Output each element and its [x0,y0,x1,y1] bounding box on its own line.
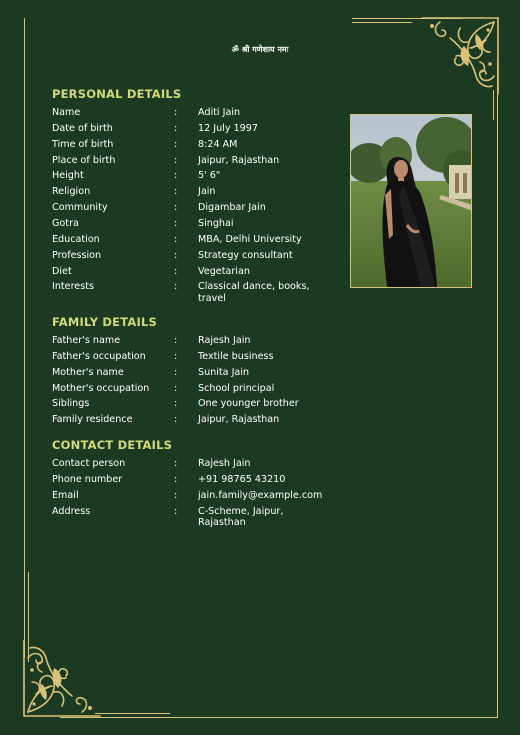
detail-value: Jain [198,186,216,198]
detail-value: 5' 6" [198,170,221,182]
detail-separator: : [174,505,178,517]
detail-row-family [52,383,352,399]
detail-separator: : [174,107,178,118]
detail-separator: : [174,366,178,378]
detail-label: Date of birth [52,122,113,134]
detail-label: Community [52,202,108,214]
detail-row-contact [52,490,352,506]
detail-label: Gotra [52,217,79,229]
detail-separator: : [174,138,178,150]
detail-label: Diet [52,265,72,277]
detail-separator: : [174,382,178,394]
detail-row-family [52,398,352,414]
detail-label: Phone number [52,473,123,485]
detail-separator: : [174,473,178,485]
detail-value: Sunita Jain [198,366,250,378]
detail-row-personal [52,139,352,155]
detail-separator: : [174,398,178,410]
detail-separator: : [174,265,178,277]
detail-label: Place of birth [52,154,116,166]
detail-separator: : [174,489,178,501]
profile-photo [350,114,472,288]
invocation-text: ॐ श्री गणेशाय नमः [231,45,289,54]
detail-label: Siblings [52,398,90,410]
detail-row-personal [52,186,352,202]
detail-label: Father's occupation [52,350,146,362]
detail-value: 8:24 AM [198,138,238,150]
detail-label: Email [52,489,79,501]
detail-separator: : [174,170,178,182]
detail-label: Religion [52,186,91,198]
frame-inner-top-line [352,22,412,23]
detail-label: Profession [52,249,102,261]
detail-value: 12 July 1997 [198,122,258,134]
detail-value: Rajesh Jain [198,335,251,346]
detail-row-contact [52,474,352,490]
profile-photo-illustration [351,115,472,288]
detail-value: Jaipur, Rajasthan [198,154,280,166]
frame-left-line [24,18,25,658]
detail-separator: : [174,202,178,214]
section-title-family: FAMILY DETAILS [52,315,157,329]
detail-value: C-Scheme, Jaipur, Rajasthan [198,505,284,529]
detail-separator: : [174,414,178,426]
detail-label: Education [52,233,100,245]
detail-label: Name [52,107,81,118]
detail-row-personal [52,155,352,171]
detail-row-personal [52,218,352,234]
section-title-personal: PERSONAL DETAILS [52,87,182,101]
detail-value: Textile business [198,350,274,362]
detail-label: Mother's name [52,366,124,378]
detail-label: Family residence [52,414,133,426]
detail-row-family [52,414,352,430]
detail-separator: : [174,154,178,166]
detail-label: Father's name [52,335,121,346]
detail-value: One younger brother [198,398,299,410]
detail-separator: : [174,350,178,362]
detail-row-personal [52,266,352,282]
detail-separator: : [174,281,178,293]
detail-value: Rajesh Jain [198,458,251,469]
detail-row-family [52,367,352,383]
detail-row-contact [52,505,352,529]
frame-bottom-line [60,717,498,718]
detail-label: Contact person [52,458,126,469]
detail-label: Interests [52,281,94,293]
detail-value: Strategy consultant [198,249,293,261]
section-title-contact: CONTACT DETAILS [52,438,173,452]
detail-label: Height [52,170,84,182]
detail-value: jain.family@example.com [198,489,323,501]
detail-label: Mother's occupation [52,382,150,394]
detail-separator: : [174,249,178,261]
detail-separator: : [174,233,178,245]
frame-inner-bottom-line [95,713,170,714]
floral-corner-ornament-icon [22,640,102,720]
detail-label: Time of birth [52,138,114,150]
detail-row-personal [52,250,352,266]
detail-row-personal [52,107,352,123]
detail-separator: : [174,335,178,346]
detail-value: Jaipur, Rajasthan [198,414,280,426]
frame-right-line [497,60,498,718]
detail-separator: : [174,458,178,469]
floral-corner-ornament-icon [420,16,500,96]
detail-value: Singhai [198,217,234,229]
detail-value: Aditi Jain [198,107,241,118]
detail-row-personal [52,281,352,304]
detail-row-contact [52,458,352,474]
detail-row-personal [52,234,352,250]
detail-row-family [52,335,352,351]
detail-value: Vegetarian [198,265,250,277]
detail-separator: : [174,217,178,229]
detail-separator: : [174,186,178,198]
detail-value: Classical dance, books, travel [198,281,310,304]
detail-separator: : [174,122,178,134]
detail-label: Address [52,505,91,517]
detail-value: +91 98765 43210 [198,473,286,485]
detail-value: MBA, Delhi University [198,233,302,245]
detail-row-personal [52,202,352,218]
detail-row-personal [52,123,352,139]
detail-value: School principal [198,382,275,394]
detail-value: Digambar Jain [198,202,266,214]
detail-row-personal [52,170,352,186]
detail-row-family [52,351,352,367]
